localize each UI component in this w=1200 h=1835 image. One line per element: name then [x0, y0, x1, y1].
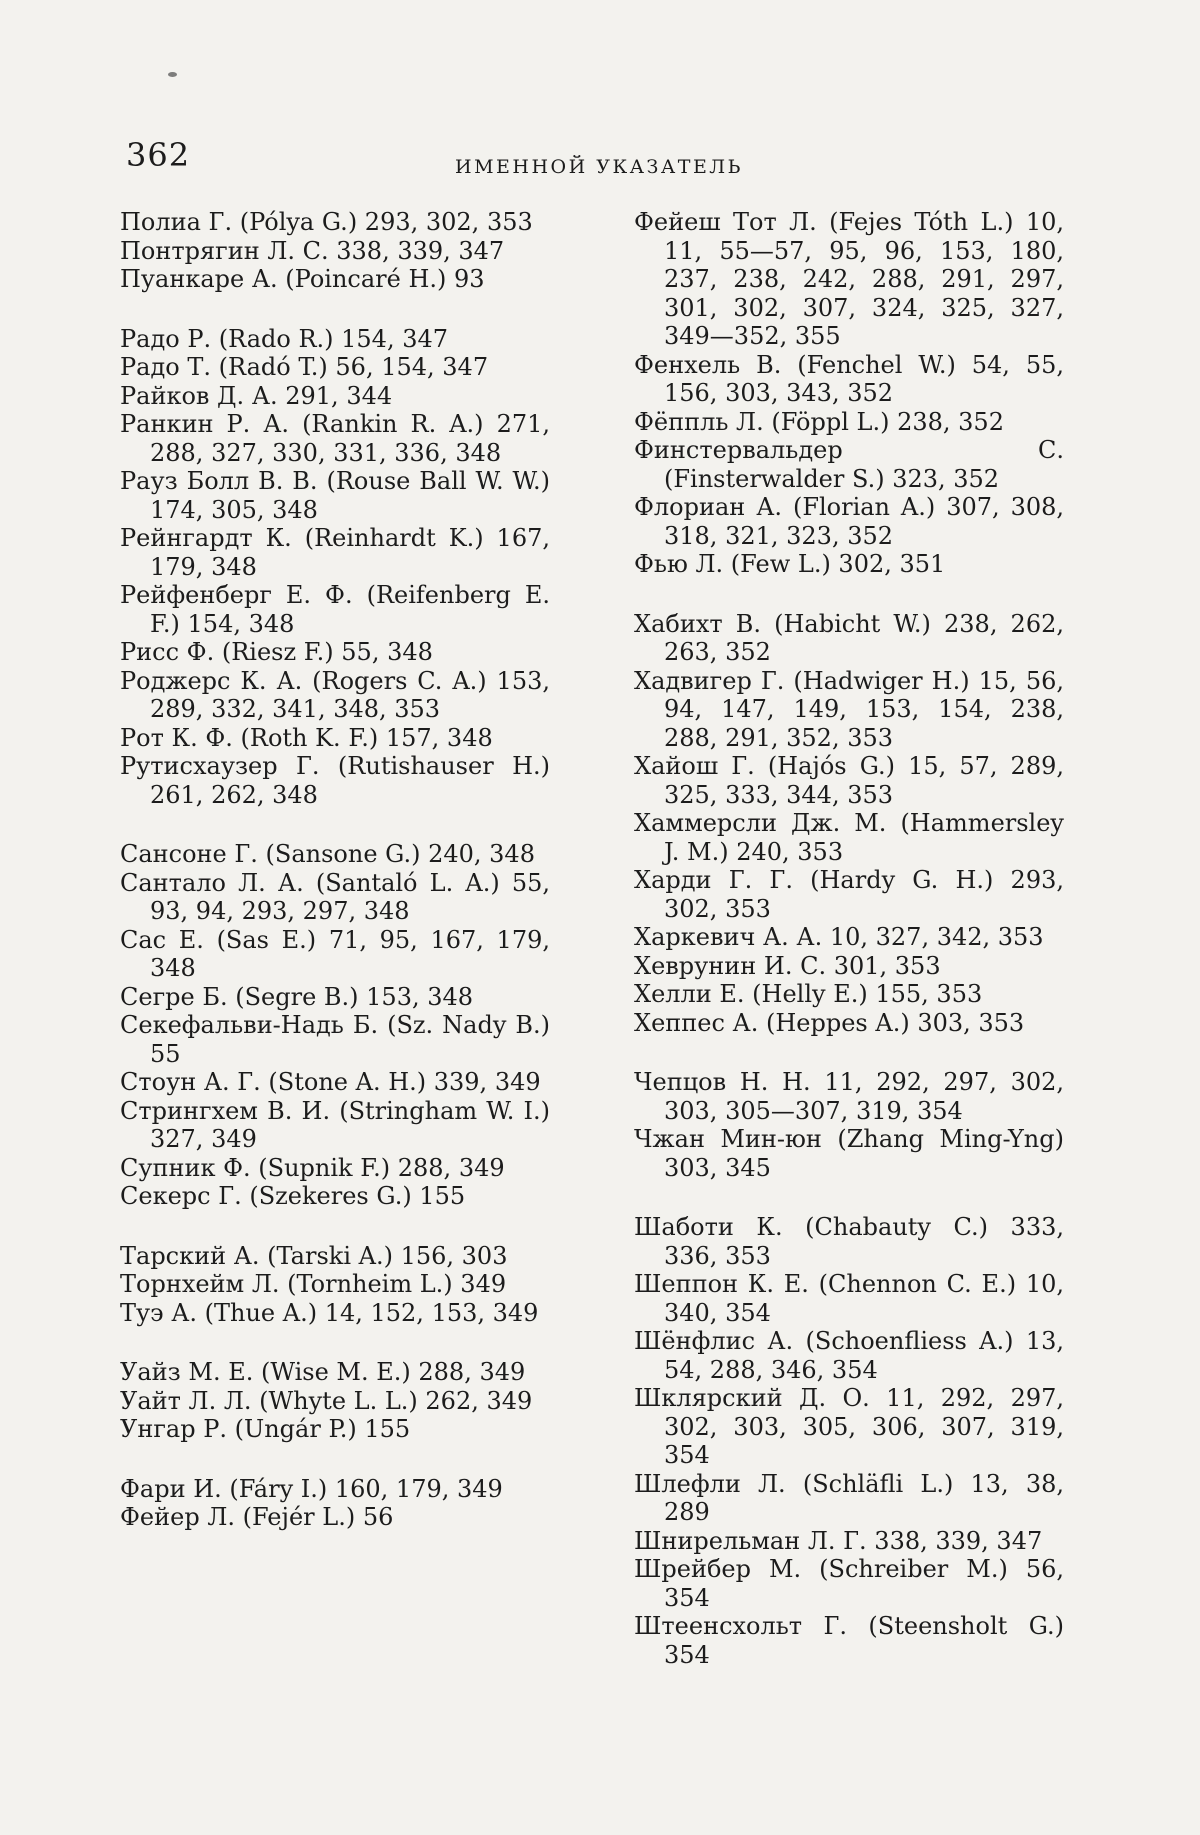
index-entry: Хадвигер Г. (Hadwiger H.) 15, 56, 94, 147, 149, 153, 154, 238, 288, 291, 352, 353: [634, 666, 1064, 752]
index-entry: Шклярский Д. О. 11, 292, 297, 302, 303, 305, 306, 307, 319, 354: [634, 1384, 1064, 1469]
index-entry: Шаботи К. (Chabauty C.) 333, 336, 353: [634, 1213, 1064, 1270]
index-entry: Чжан Мин-юн (Zhang Ming-Yng) 303, 345: [634, 1125, 1064, 1182]
index-entry: Рауз Болл В. В. (Rouse Ball W. W.) 174, 305, 348: [120, 467, 550, 524]
index-entry: Фейеш Тот Л. (Fejes Tóth L.) 10, 11, 55—57, 95, 96, 153, 180, 237, 238, 242, 288, 291, 297, 301, 302, 307, 324, 325, 327, 349—352, 355: [634, 208, 1064, 350]
index-entry: Туэ А. (Thue A.) 14, 152, 153, 349: [120, 1298, 539, 1327]
index-entry: Рисс Ф. (Riesz F.) 55, 348: [120, 638, 433, 666]
index-entry: Райков Д. А. 291, 344: [120, 381, 393, 410]
index-entry: Секерс Г. (Szekeres G.) 155: [120, 1182, 466, 1210]
index-entry: Тарский А. (Tarski A.) 156, 303: [120, 1241, 508, 1270]
index-entry: Понтрягин Л. С. 338, 339, 347: [120, 236, 505, 265]
index-entry: Сансоне Г. (Sansone G.) 240, 348: [120, 840, 535, 868]
letter-group-gap: [120, 1327, 550, 1358]
index-entry: Торнхейм Л. (Tornheim L.) 349: [120, 1270, 507, 1298]
index-entry: Хеппес А. (Heppes A.) 303, 353: [634, 1008, 1025, 1037]
index-entry: Шнирельман Л. Г. 338, 339, 347: [634, 1526, 1043, 1555]
index-entry: Супник Ф. (Supnik F.) 288, 349: [120, 1153, 505, 1182]
index-entry: Сантало Л. А. (Santaló L. A.) 55, 93, 94, 293, 297, 348: [120, 868, 550, 925]
index-entry: Хеврунин И. С. 301, 353: [634, 951, 941, 980]
letter-group-gap: [120, 1211, 550, 1242]
letter-group-gap: [120, 294, 550, 325]
index-entry: Шлефли Л. (Schläfli L.) 13, 38, 289: [634, 1469, 1064, 1526]
index-entry: Сегре Б. (Segre B.) 153, 348: [120, 982, 474, 1011]
index-entry: Хайош Г. (Hajós G.) 15, 57, 289, 325, 333, 344, 353: [634, 752, 1064, 809]
index-entry: Стрингхем В. И. (Stringham W. I.) 327, 349: [120, 1096, 550, 1153]
running-title: ИМЕННОЙ УКАЗАТЕЛЬ: [455, 156, 743, 178]
index-entry: Рейнгардт К. (Reinhardt K.) 167, 179, 348: [120, 524, 550, 581]
index-entry: Флориан А. (Florian A.) 307, 308, 318, 321, 323, 352: [634, 493, 1064, 550]
letter-group-gap: [634, 1037, 1064, 1068]
index-entry: Харкевич А. А. 10, 327, 342, 353: [634, 923, 1044, 951]
letter-group-gap: [120, 809, 550, 840]
index-entry: Стоун А. Г. (Stone A. H.) 339, 349: [120, 1068, 541, 1096]
index-entry: Рутисхаузер Г. (Rutishauser H.) 261, 262, 348: [120, 752, 550, 809]
index-entry: Харди Г. Г. (Hardy G. H.) 293, 302, 353: [634, 866, 1064, 923]
index-entry: Штеенсхольт Г. (Steensholt G.) 354: [634, 1612, 1064, 1669]
index-entry: Шрейбер М. (Schreiber M.) 56, 354: [634, 1555, 1064, 1612]
index-entry: Секефальви-Надь Б. (Sz. Nady B.) 55: [120, 1011, 550, 1068]
index-entry: Полиа Г. (Pólya G.) 293, 302, 353: [120, 208, 533, 236]
index-entry: Хабихт В. (Habicht W.) 238, 262, 263, 352: [634, 609, 1064, 666]
index-entry: Уайз М. Е. (Wise M. E.) 288, 349: [120, 1358, 526, 1386]
index-entry: Шёнфлис А. (Schoenfliess A.) 13, 54, 288, 346, 354: [634, 1327, 1064, 1384]
index-entry: Рот К. Ф. (Roth K. F.) 157, 348: [120, 723, 493, 752]
index-entry: Фенхель В. (Fenchel W.) 54, 55, 156, 303, 343, 352: [634, 350, 1064, 407]
index-entry: Фари И. (Fáry I.) 160, 179, 349: [120, 1474, 503, 1503]
index-entry: Радо Т. (Radó T.) 56, 154, 347: [120, 353, 489, 381]
page-number: 362: [126, 136, 191, 174]
index-entry: Радо Р. (Rado R.) 154, 347: [120, 324, 449, 353]
index-column-right: [634, 208, 1064, 1669]
letter-group-gap: [634, 1182, 1064, 1213]
index-entry: Фью Л. (Few L.) 302, 351: [634, 550, 946, 578]
index-entry: Финстервальдер С. (Finsterwalder S.) 323, 352: [634, 436, 1064, 493]
index-entry: Хелли Е. (Helly E.) 155, 353: [634, 980, 983, 1008]
index-entry: Ранкин Р. А. (Rankin R. A.) 271, 288, 327, 330, 331, 336, 348: [120, 410, 550, 467]
index-entry: Рейфенберг Е. Ф. (Reifenberg E. F.) 154, 348: [120, 581, 550, 638]
letter-group-gap: [634, 579, 1064, 610]
index-entry: Пуанкаре А. (Poincaré H.) 93: [120, 265, 485, 293]
index-entry: Фёппль Л. (Föppl L.) 238, 352: [634, 407, 1004, 436]
letter-group-gap: [120, 1444, 550, 1475]
index-entry: Уайт Л. Л. (Whyte L. L.) 262, 349: [120, 1386, 533, 1415]
index-entry: Шеппон К. Е. (Chennon C. E.) 10, 340, 354: [634, 1270, 1064, 1327]
index-entry: Фейер Л. (Fejér L.) 56: [120, 1503, 394, 1531]
index-column-left: [120, 208, 550, 1532]
print-speck: [168, 72, 177, 77]
index-entry: Унгар Р. (Ungár P.) 155: [120, 1415, 411, 1443]
index-entry: Хаммерсли Дж. М. (Hammersley J. M.) 240, 353: [634, 809, 1064, 866]
index-entry: Сас Е. (Sas E.) 71, 95, 167, 179, 348: [120, 925, 550, 982]
index-entry: Роджерс К. А. (Rogers C. A.) 153, 289, 332, 341, 348, 353: [120, 666, 550, 723]
index-entry: Чепцов Н. Н. 11, 292, 297, 302, 303, 305—307, 319, 354: [634, 1068, 1064, 1125]
